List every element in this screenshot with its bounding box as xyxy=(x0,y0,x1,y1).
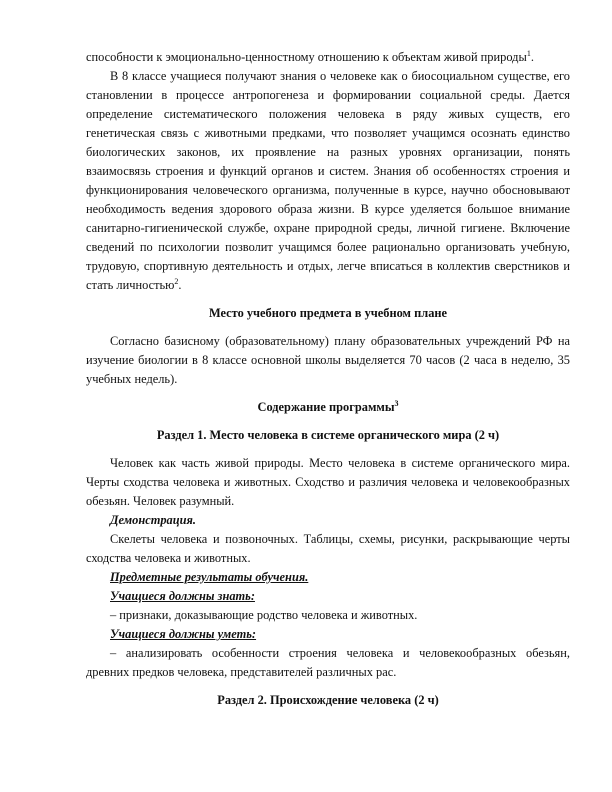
list-item-must-be-able: – анализировать особенности строения человека и человекообразных обезьян, древних предков человека, представителей различных рас. xyxy=(86,646,570,679)
heading-section-2: Раздел 2. Происхождение человека (2 ч) xyxy=(217,693,439,707)
label-demonstration: Демонстрация. xyxy=(110,513,197,527)
paragraph-grade8 xyxy=(86,67,570,295)
label-must-be-able: Учащиеся должны уметь: xyxy=(110,627,257,641)
document-page xyxy=(86,48,570,710)
label-must-know: Учащиеся должны знать: xyxy=(110,589,255,603)
paragraph-grade8-text: В 8 классе учащиеся получают знания о человеке как о биосоциальном существе, его становлении в процессе антропогенеза и формировании социальной среды. Дается определение систематического положения человека в ряду живых существ, его генетическая связь с животными предками, что позволяет учащимся осознать единство биологических законов, их проявление на разных уровнях организации, понять взаимосвязь строения и функций органов и систем. Знания об особенностях строения и функционирования человеческого организма, полученные в курсе, научно обосновывают необходимость ведения здорового образа жизни. В курсе уделяется большое внимание санитарно-гигиенической службе, охране природной среды, личной гигиене. Включение сведений по психологии позволит учащимся более рационально организовать учебную, трудовую, спортивную деятельность и отдых, легче вписаться в коллектив сверстников и стать личностью xyxy=(86,69,570,292)
heading-curriculum-place: Место учебного предмета в учебном плане xyxy=(208,306,448,320)
footnote-marker-3[interactable]: 3 xyxy=(394,398,399,408)
list-item-must-know: – признаки, доказывающие родство человека и животных. xyxy=(110,608,418,622)
paragraph-intro-text: способности к эмоционально-ценностному отношению к объектам живой природы xyxy=(86,50,527,64)
heading-section-1: Раздел 1. Место человека в системе органического мира (2 ч) xyxy=(156,428,500,442)
footnote-marker-1[interactable]: 1 xyxy=(526,48,531,58)
paragraph-curriculum-place: Согласно базисному (образовательному) плану образовательных учреждений РФ на изучение биологии в 8 классе основной школы выделяется 70 часов (2 часа в неделю, 35 учебных недель). xyxy=(86,334,570,386)
paragraph-intro-end xyxy=(86,48,570,67)
paragraph-section-1: Человек как часть живой природы. Место человека в системе органического мира. Черты сходства человека и животных. Сходство и различия человека и человекообразных обезьян. Человек разумный. xyxy=(86,456,570,508)
paragraph-demonstration: Скелеты человека и позвоночных. Таблицы, схемы, рисунки, раскрывающие черты сходства человека и животных. xyxy=(86,532,570,565)
heading-program-content xyxy=(86,398,570,417)
heading-program-content-text: Содержание программы xyxy=(257,400,395,414)
footnote-marker-2[interactable]: 2 xyxy=(174,276,179,286)
label-subject-results: Предметные результаты обучения. xyxy=(110,570,309,584)
paragraph-grade8-punct: . xyxy=(178,278,182,292)
paragraph-intro-punct: . xyxy=(530,50,534,64)
